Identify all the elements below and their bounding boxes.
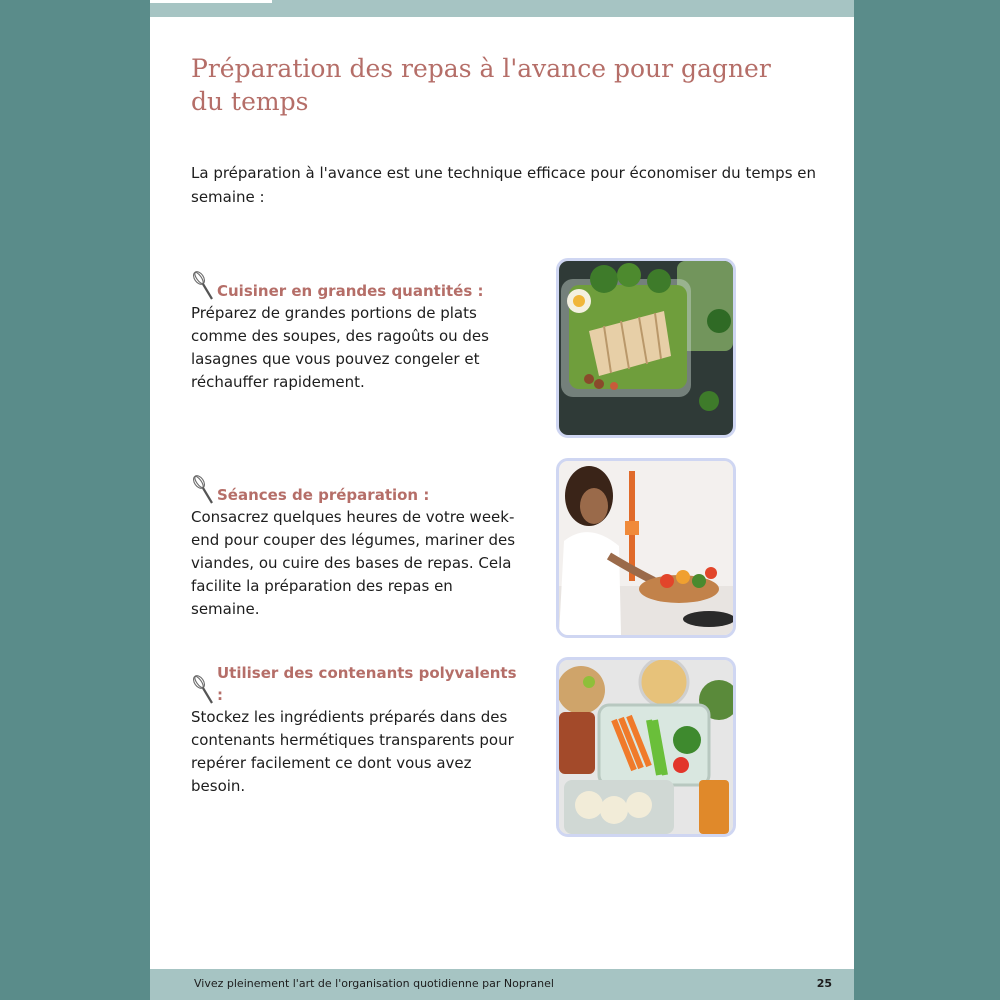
section-containers — [191, 664, 521, 798]
section-prep-sessions — [191, 472, 521, 621]
whisk-icon — [191, 270, 215, 302]
section-body: Préparez de grandes portions de plats comme des soupes, des ragoûts ou des lasagnes que vous pouvez congeler et réchauffer rapidement. — [191, 304, 489, 391]
section-title: Utiliser des contenants polyvalents : — [217, 664, 517, 704]
top-notch — [150, 0, 272, 3]
section-header — [191, 268, 521, 302]
footer-band — [150, 969, 854, 1000]
section-body: Consacrez quelques heures de votre week-end pour couper des légumes, mariner des viandes, ou cuire des bases de repas. Cela facilite la préparation des repas en semaine. — [191, 508, 516, 618]
section-body: Stockez les ingrédients préparés dans des contenants hermétiques transparents pour repérer facilement ce dont vous avez besoin. — [191, 708, 514, 795]
whisk-icon — [191, 674, 215, 706]
food-containers-photo — [556, 657, 736, 837]
section-bulk-cooking — [191, 268, 521, 394]
footer-text: Vivez pleinement l'art de l'organisation quotidienne par Nopranel — [194, 977, 554, 990]
section-header — [191, 472, 521, 506]
page-number: 25 — [816, 977, 832, 990]
intro-paragraph: La préparation à l'avance est une technique efficace pour économiser du temps en semaine : — [191, 164, 817, 206]
section-title: Cuisiner en grandes quantités : — [217, 282, 484, 300]
section-header — [191, 664, 521, 706]
meal-prep-photo — [556, 258, 736, 438]
section-title: Séances de préparation : — [217, 486, 430, 504]
cooking-woman-photo — [556, 458, 736, 638]
whisk-icon — [191, 474, 215, 506]
page-title: Préparation des repas à l'avance pour gagner du temps — [191, 54, 771, 116]
document-page — [150, 0, 854, 1000]
